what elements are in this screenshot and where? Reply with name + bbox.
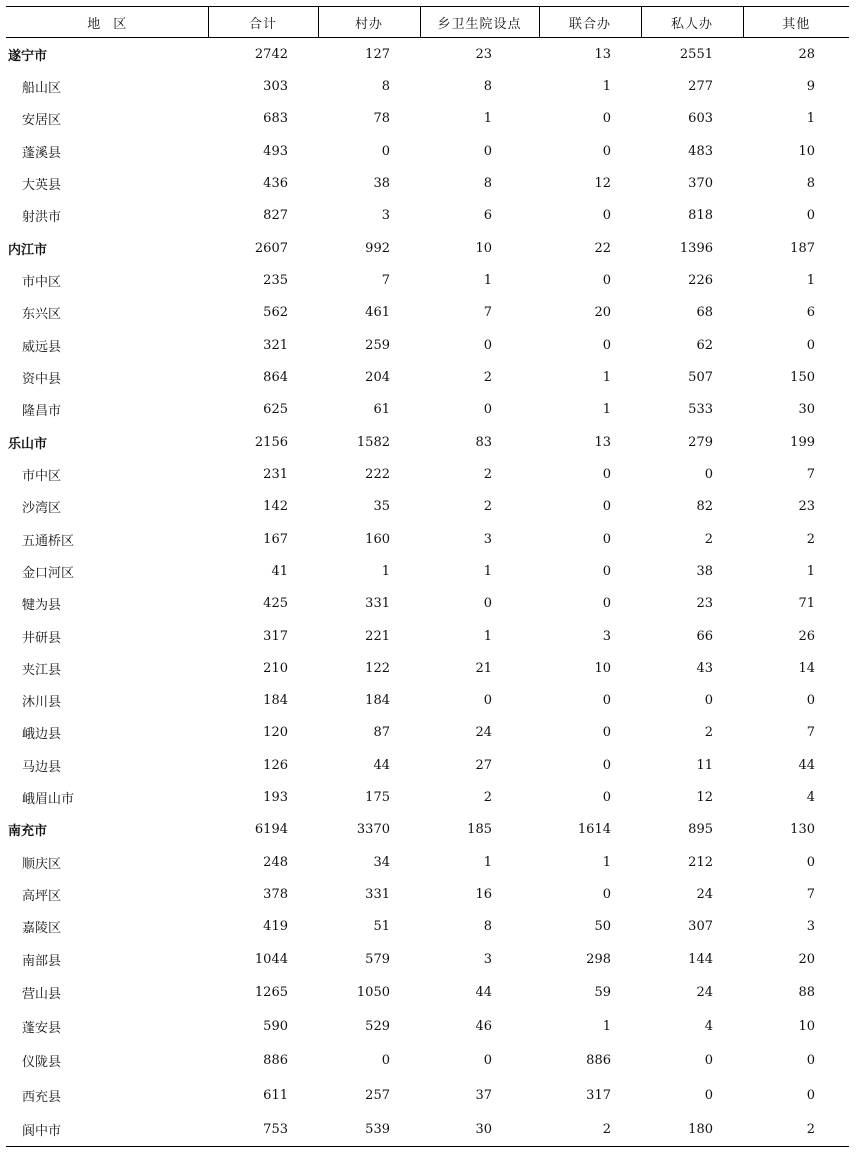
private-value: 4 xyxy=(704,1019,713,1035)
village-value: 127 xyxy=(365,46,390,62)
private-value: 144 xyxy=(688,951,713,967)
private-value: 68 xyxy=(696,305,713,321)
joint-value: 2 xyxy=(539,1112,641,1147)
village-value: 34 xyxy=(373,854,390,870)
total-value: 193 xyxy=(263,790,288,806)
district-row xyxy=(6,975,849,1009)
region-name: 遂宁市 xyxy=(8,48,48,64)
private-value: 533 xyxy=(688,402,713,418)
private-value: 307 xyxy=(688,919,713,935)
region-name: 威远县 xyxy=(22,339,62,355)
private-value: 370 xyxy=(688,176,713,192)
other-value: 3 xyxy=(806,919,815,935)
village-value: 51 xyxy=(373,919,390,935)
private-value: 11 xyxy=(696,757,713,773)
joint-value: 1 xyxy=(602,79,611,95)
total-value: 625 xyxy=(263,402,288,418)
other-value: 26 xyxy=(798,628,815,644)
district-row xyxy=(6,523,849,555)
joint-value: 0 xyxy=(602,467,611,483)
district-row xyxy=(6,685,849,717)
district-row xyxy=(6,1010,849,1044)
village-value: 579 xyxy=(365,951,390,967)
private-value: 1396 xyxy=(679,240,713,256)
total-value: 167 xyxy=(263,531,288,547)
village-value: 38 xyxy=(373,176,390,192)
other-value: 7 xyxy=(806,887,815,903)
village-value: 259 xyxy=(365,337,390,353)
region-name: 西充县 xyxy=(22,1089,62,1105)
region-name: 南部县 xyxy=(22,953,62,969)
other-value: 88 xyxy=(798,985,815,1001)
township-clinic-value: 2 xyxy=(483,467,492,483)
total-value: 419 xyxy=(263,919,288,935)
region-name: 金口河区 xyxy=(22,566,75,581)
private-value: 180 xyxy=(641,1112,743,1147)
private-value: 226 xyxy=(688,273,713,289)
total-value: 753 xyxy=(208,1112,318,1147)
header-row xyxy=(6,7,849,38)
township-clinic-value: 1 xyxy=(483,273,492,289)
district-row xyxy=(6,297,849,329)
township-clinic-value: 2 xyxy=(483,370,492,386)
township-clinic-value: 16 xyxy=(475,887,492,903)
joint-value: 13 xyxy=(594,434,611,450)
township-clinic-value: 0 xyxy=(483,1053,492,1069)
city-row xyxy=(6,426,849,459)
total-value: 41 xyxy=(271,564,288,579)
private-value: 62 xyxy=(696,337,713,353)
region-name: 隆昌市 xyxy=(22,404,62,420)
table-header xyxy=(6,7,849,38)
private-value: 0 xyxy=(704,1053,713,1069)
district-row xyxy=(6,458,849,490)
village-value: 87 xyxy=(373,725,390,741)
header-village: 村办 xyxy=(318,7,420,38)
township-clinic-value: 24 xyxy=(475,725,492,741)
total-value: 2742 xyxy=(254,46,288,62)
other-value: 0 xyxy=(806,1087,815,1103)
private-value: 24 xyxy=(696,985,713,1001)
statistics-table-container xyxy=(6,6,849,1147)
township-clinic-value: 1 xyxy=(483,564,492,579)
joint-value: 20 xyxy=(594,305,611,321)
village-value: 3370 xyxy=(356,822,390,838)
district-row xyxy=(6,264,849,296)
joint-value: 0 xyxy=(602,790,611,806)
clinic-statistics-table xyxy=(6,6,849,1147)
region-name: 乐山市 xyxy=(8,436,48,452)
joint-value: 317 xyxy=(586,1087,611,1103)
joint-value: 886 xyxy=(586,1053,611,1069)
village-value: 0 xyxy=(381,143,390,159)
total-value: 120 xyxy=(263,725,288,741)
township-clinic-value: 44 xyxy=(475,985,492,1001)
township-clinic-value: 46 xyxy=(475,1019,492,1035)
township-clinic-value: 83 xyxy=(475,434,492,450)
other-value: 199 xyxy=(790,434,815,450)
other-value: 30 xyxy=(798,402,815,418)
district-row xyxy=(6,911,849,943)
district-row xyxy=(6,846,849,878)
private-value: 43 xyxy=(696,660,713,676)
other-value: 0 xyxy=(806,1053,815,1069)
district-row xyxy=(6,1078,849,1112)
district-row xyxy=(6,394,849,426)
other-value: 71 xyxy=(798,596,815,612)
joint-value: 13 xyxy=(594,46,611,62)
other-value: 0 xyxy=(806,854,815,870)
township-clinic-value: 8 xyxy=(483,919,492,935)
district-row xyxy=(6,361,849,393)
total-value: 210 xyxy=(263,660,288,676)
other-value: 28 xyxy=(798,46,815,62)
private-value: 212 xyxy=(688,854,713,870)
other-value: 10 xyxy=(798,1019,815,1035)
joint-value: 50 xyxy=(594,919,611,935)
township-clinic-value: 2 xyxy=(483,499,492,515)
region-name: 犍为县 xyxy=(22,598,62,614)
private-value: 23 xyxy=(696,596,713,612)
other-value: 23 xyxy=(798,499,815,515)
joint-value: 0 xyxy=(602,887,611,903)
village-value: 7 xyxy=(381,273,390,289)
private-value: 2 xyxy=(704,725,713,741)
private-value: 38 xyxy=(696,564,713,579)
city-row xyxy=(6,814,849,847)
village-value: 222 xyxy=(365,467,390,483)
total-value: 321 xyxy=(263,337,288,353)
joint-value: 1614 xyxy=(577,822,611,838)
region-name: 营山县 xyxy=(22,987,62,1003)
village-value: 3 xyxy=(381,208,390,224)
total-value: 1044 xyxy=(254,951,288,967)
district-row xyxy=(6,749,849,781)
private-value: 507 xyxy=(688,370,713,386)
private-value: 603 xyxy=(688,111,713,127)
region-name: 沐川县 xyxy=(22,695,62,711)
joint-value: 1 xyxy=(602,854,611,870)
village-value: 122 xyxy=(365,660,390,676)
private-value: 0 xyxy=(704,1087,713,1103)
district-row xyxy=(6,491,849,523)
region-name: 船山区 xyxy=(22,81,62,97)
village-value: 539 xyxy=(318,1112,420,1147)
total-value: 235 xyxy=(263,273,288,289)
village-value: 221 xyxy=(365,628,390,644)
township-clinic-value: 8 xyxy=(483,79,492,95)
total-value: 126 xyxy=(263,757,288,773)
district-row xyxy=(6,717,849,749)
private-value: 895 xyxy=(688,822,713,838)
total-value: 2607 xyxy=(254,240,288,256)
total-value: 317 xyxy=(263,628,288,644)
joint-value: 1 xyxy=(602,370,611,386)
joint-value: 0 xyxy=(602,531,611,547)
district-row xyxy=(6,71,849,103)
joint-value: 0 xyxy=(602,208,611,224)
total-value: 562 xyxy=(263,305,288,321)
other-value: 0 xyxy=(806,208,815,224)
region-name: 射洪市 xyxy=(22,210,62,226)
region-name: 阆中市 xyxy=(6,1112,208,1147)
region-name: 马边县 xyxy=(22,759,62,775)
private-value: 12 xyxy=(696,790,713,806)
district-row xyxy=(6,1044,849,1078)
header-joint: 联合办 xyxy=(539,7,641,38)
village-value: 35 xyxy=(373,499,390,515)
township-clinic-value: 10 xyxy=(475,240,492,256)
township-clinic-value: 8 xyxy=(483,176,492,192)
township-clinic-value: 27 xyxy=(475,757,492,773)
township-clinic-value: 21 xyxy=(475,660,492,676)
village-value: 257 xyxy=(365,1087,390,1103)
township-clinic-value: 7 xyxy=(483,305,492,321)
region-name: 峨边县 xyxy=(22,727,62,743)
other-value: 0 xyxy=(806,337,815,353)
district-row xyxy=(6,943,849,975)
district-row xyxy=(6,652,849,684)
other-value: 150 xyxy=(790,370,815,386)
region-name: 井研县 xyxy=(22,630,62,646)
joint-value: 0 xyxy=(602,564,611,579)
joint-value: 1 xyxy=(602,402,611,418)
region-name: 五通桥区 xyxy=(22,533,75,549)
header-township-clinic: 乡卫生院设点 xyxy=(420,7,539,38)
township-clinic-value: 0 xyxy=(483,596,492,612)
village-value: 44 xyxy=(373,757,390,773)
other-value: 130 xyxy=(790,822,815,838)
township-clinic-value: 23 xyxy=(475,46,492,62)
other-value: 14 xyxy=(798,660,815,676)
joint-value: 0 xyxy=(602,499,611,515)
total-value: 6194 xyxy=(254,822,288,838)
header-total: 合计 xyxy=(208,7,318,38)
other-value: 187 xyxy=(790,240,815,256)
private-value: 2551 xyxy=(679,46,713,62)
other-value: 7 xyxy=(806,725,815,741)
total-value: 184 xyxy=(263,693,288,709)
village-value: 0 xyxy=(381,1053,390,1069)
joint-value: 22 xyxy=(594,240,611,256)
joint-value: 0 xyxy=(602,596,611,612)
other-value: 1 xyxy=(806,273,815,289)
private-value: 82 xyxy=(696,499,713,515)
township-clinic-value: 0 xyxy=(483,693,492,709)
township-clinic-value: 2 xyxy=(483,790,492,806)
private-value: 24 xyxy=(696,887,713,903)
other-value: 1 xyxy=(806,564,815,579)
district-row xyxy=(6,555,849,587)
joint-value: 12 xyxy=(594,176,611,192)
other-value: 6 xyxy=(806,305,815,321)
joint-value: 0 xyxy=(602,143,611,159)
village-value: 78 xyxy=(373,111,390,127)
private-value: 66 xyxy=(696,628,713,644)
total-value: 425 xyxy=(263,596,288,612)
village-value: 992 xyxy=(365,240,390,256)
other-value: 2 xyxy=(806,531,815,547)
township-clinic-value: 6 xyxy=(483,208,492,224)
total-value: 378 xyxy=(263,887,288,903)
other-value: 20 xyxy=(798,951,815,967)
village-value: 8 xyxy=(381,79,390,95)
private-value: 483 xyxy=(688,143,713,159)
total-value: 231 xyxy=(263,467,288,483)
region-name: 东兴区 xyxy=(22,307,62,323)
district-row xyxy=(6,135,849,167)
village-value: 184 xyxy=(365,693,390,709)
village-value: 461 xyxy=(365,305,390,321)
township-clinic-value: 0 xyxy=(483,402,492,418)
village-value: 529 xyxy=(365,1019,390,1035)
village-value: 1 xyxy=(381,564,390,579)
total-value: 493 xyxy=(263,143,288,159)
other-value: 4 xyxy=(806,790,815,806)
private-value: 279 xyxy=(688,434,713,450)
other-value: 2 xyxy=(743,1112,849,1147)
township-clinic-value: 1 xyxy=(483,111,492,127)
village-value: 331 xyxy=(365,887,390,903)
district-row xyxy=(6,103,849,135)
district-row xyxy=(6,879,849,911)
total-value: 886 xyxy=(263,1053,288,1069)
region-name: 夹江县 xyxy=(22,662,62,678)
township-clinic-value: 0 xyxy=(483,143,492,159)
village-value: 1050 xyxy=(356,985,390,1001)
total-value: 436 xyxy=(263,176,288,192)
village-value: 160 xyxy=(365,531,390,547)
total-value: 827 xyxy=(263,208,288,224)
joint-value: 0 xyxy=(602,111,611,127)
header-other: 其他 xyxy=(743,7,849,38)
header-region: 地 区 xyxy=(6,7,208,38)
joint-value: 3 xyxy=(602,628,611,644)
private-value: 277 xyxy=(688,79,713,95)
total-value: 2156 xyxy=(254,434,288,450)
region-name: 南充市 xyxy=(8,824,48,840)
township-clinic-value: 0 xyxy=(483,337,492,353)
private-value: 0 xyxy=(704,467,713,483)
region-name: 峨眉山市 xyxy=(22,792,75,808)
private-value: 0 xyxy=(704,693,713,709)
joint-value: 0 xyxy=(602,337,611,353)
village-value: 175 xyxy=(365,790,390,806)
region-name: 蓬安县 xyxy=(22,1021,62,1037)
total-value: 248 xyxy=(263,854,288,870)
total-value: 683 xyxy=(263,111,288,127)
township-clinic-value: 37 xyxy=(475,1087,492,1103)
joint-value: 0 xyxy=(602,725,611,741)
township-clinic-value: 185 xyxy=(467,822,492,838)
region-name: 市中区 xyxy=(22,469,62,485)
region-name: 高坪区 xyxy=(22,889,62,905)
region-name: 大英县 xyxy=(22,178,62,194)
total-value: 864 xyxy=(263,370,288,386)
table-body xyxy=(6,38,849,1147)
township-clinic-value: 1 xyxy=(483,854,492,870)
other-value: 9 xyxy=(806,79,815,95)
district-row xyxy=(6,1112,849,1147)
region-name: 嘉陵区 xyxy=(22,921,62,937)
village-value: 204 xyxy=(365,370,390,386)
other-value: 44 xyxy=(798,757,815,773)
region-name: 资中县 xyxy=(22,372,62,388)
other-value: 10 xyxy=(798,143,815,159)
district-row xyxy=(6,588,849,620)
joint-value: 0 xyxy=(602,693,611,709)
region-name: 仪陇县 xyxy=(22,1055,62,1071)
total-value: 142 xyxy=(263,499,288,515)
joint-value: 0 xyxy=(602,757,611,773)
region-name: 蓬溪县 xyxy=(22,145,62,161)
total-value: 590 xyxy=(263,1019,288,1035)
city-row xyxy=(6,232,849,265)
joint-value: 298 xyxy=(586,951,611,967)
region-name: 内江市 xyxy=(8,242,48,258)
district-row xyxy=(6,200,849,232)
other-value: 8 xyxy=(806,176,815,192)
joint-value: 59 xyxy=(594,985,611,1001)
village-value: 61 xyxy=(373,402,390,418)
other-value: 1 xyxy=(806,111,815,127)
township-clinic-value: 1 xyxy=(483,628,492,644)
other-value: 7 xyxy=(806,467,815,483)
private-value: 818 xyxy=(688,208,713,224)
region-name: 市中区 xyxy=(22,275,62,291)
village-value: 1582 xyxy=(356,434,390,450)
city-row xyxy=(6,38,849,71)
region-name: 沙湾区 xyxy=(22,501,62,517)
total-value: 303 xyxy=(263,79,288,95)
township-clinic-value: 30 xyxy=(420,1112,539,1147)
district-row xyxy=(6,781,849,813)
total-value: 1265 xyxy=(254,985,288,1001)
village-value: 331 xyxy=(365,596,390,612)
district-row xyxy=(6,167,849,199)
region-name: 顺庆区 xyxy=(22,856,62,872)
district-row xyxy=(6,329,849,361)
region-name: 安居区 xyxy=(22,113,62,129)
township-clinic-value: 3 xyxy=(483,951,492,967)
joint-value: 1 xyxy=(602,1019,611,1035)
other-value: 0 xyxy=(806,693,815,709)
township-clinic-value: 3 xyxy=(483,531,492,547)
total-value: 611 xyxy=(263,1087,288,1103)
district-row xyxy=(6,620,849,652)
joint-value: 0 xyxy=(602,273,611,289)
private-value: 2 xyxy=(704,531,713,547)
header-private: 私人办 xyxy=(641,7,743,38)
joint-value: 10 xyxy=(594,660,611,676)
